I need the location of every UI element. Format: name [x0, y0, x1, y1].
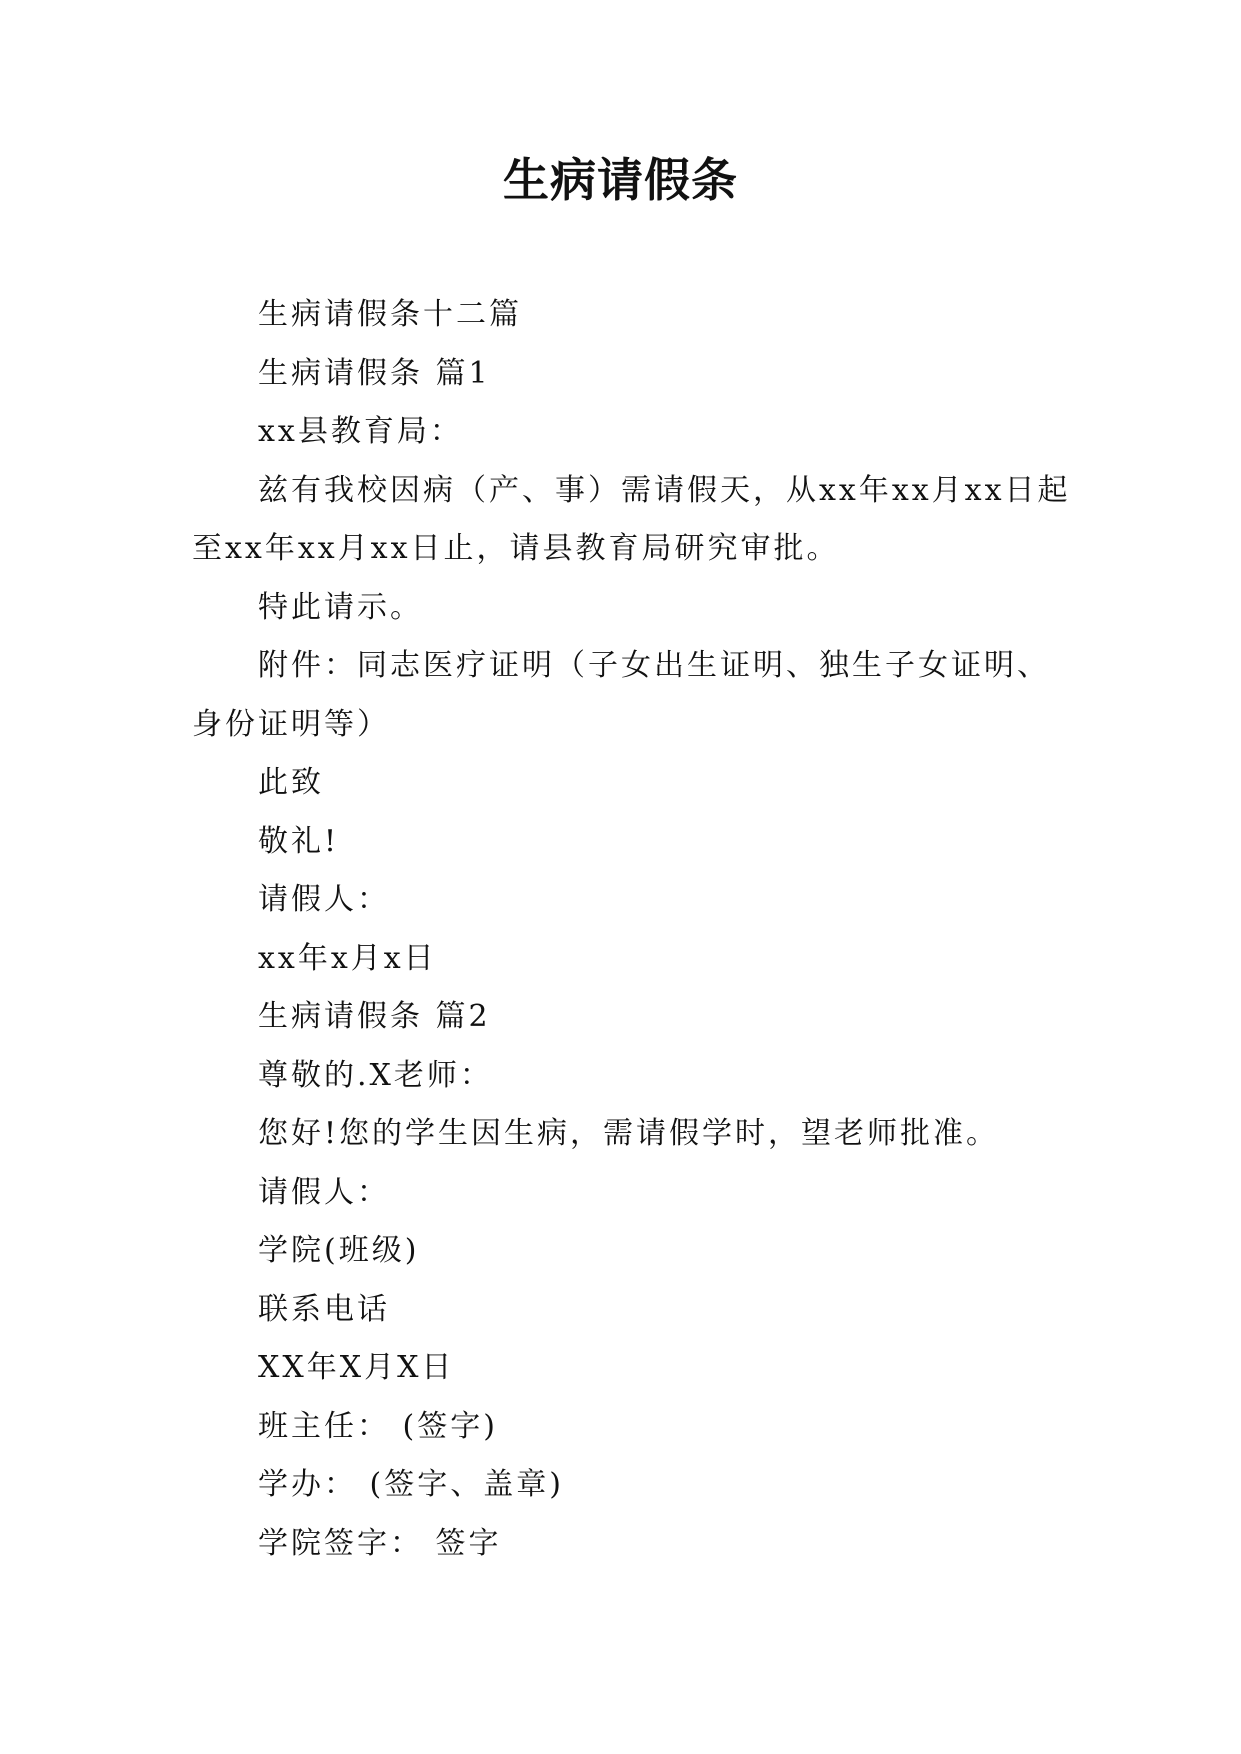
paragraph-heading: 生病请假条十二篇: [258, 297, 522, 332]
head-teacher-signature-line: 班主任： (签字): [258, 1408, 498, 1444]
section-heading-2: 生病请假条 篇2: [258, 999, 491, 1034]
attachment-paragraph: 附件：同志医疗证明（子女出生证明、独生子女证明、身份证明等）: [192, 648, 1050, 742]
message-line: 您好!您的学生因生病，需请假学时，望老师批准。: [258, 1116, 1000, 1151]
document-body: [192, 286, 1072, 1573]
closing-line: 特此请示。: [258, 589, 423, 625]
date-line: xx年x月x日: [258, 940, 437, 976]
recipient-line: xx县教育局：: [258, 414, 463, 449]
regards-line: 敬礼!: [258, 823, 340, 859]
office-signature-line: 学办： (签字、盖章): [258, 1467, 564, 1502]
date-line-2: XX年X月X日: [258, 1350, 455, 1385]
page-title: 生病请假条: [503, 153, 738, 207]
applicant-line: 请假人：: [258, 882, 390, 917]
request-paragraph: 兹有我校因病（产、事）需请假天，从xx年xx月xx日起至xx年xx月xx日止，请县教育局研究审批。: [192, 472, 1071, 566]
salutation-line: 此致: [258, 765, 324, 800]
college-signature-line: 学院签字： 签字: [258, 1525, 502, 1561]
applicant-line-2: 请假人：: [258, 1174, 390, 1210]
college-class-line: 学院(班级): [258, 1233, 420, 1268]
section-heading-1: 生病请假条 篇1: [258, 355, 491, 391]
phone-line: 联系电话: [258, 1291, 390, 1327]
greeting-line: 尊敬的.X老师：: [258, 1057, 493, 1093]
